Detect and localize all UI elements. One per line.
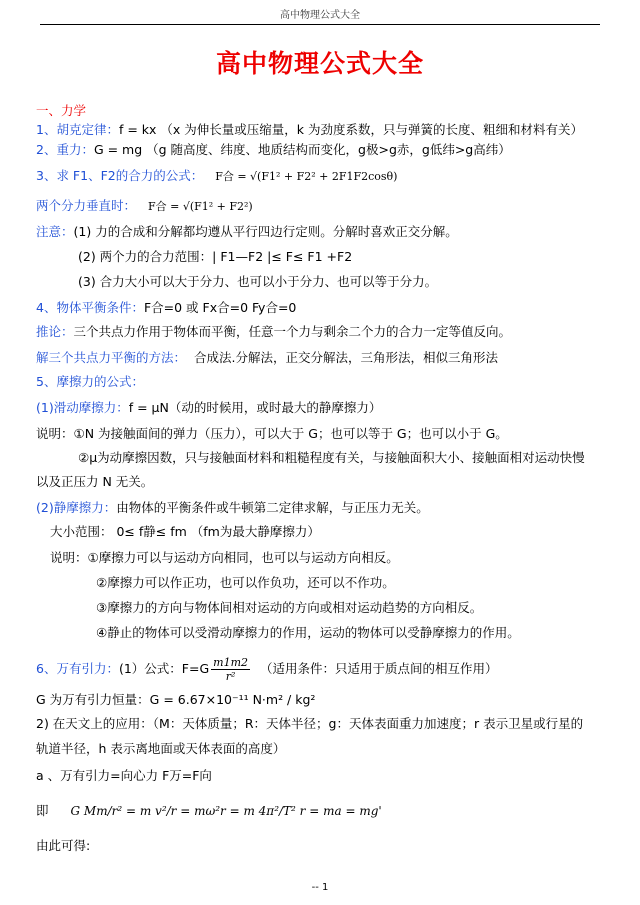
line-kinetic-friction bbox=[36, 400, 381, 416]
line-static-note3: ③摩擦力的方向与物体间相对运动的方向或相对运动趋势的方向相反。 bbox=[96, 600, 483, 615]
static-label: (2)静摩擦力： bbox=[36, 500, 117, 515]
line-centripetal: a 、万有引力=向心力 F万=F向 bbox=[36, 768, 212, 783]
section-heading-mechanics: 一、力学 bbox=[36, 103, 87, 118]
line-explain1: 说明：①N 为接触面间的弹力（压力），可以大于 G；也可以等于 G；也可以小于 G。 bbox=[36, 426, 508, 441]
gravitation-condition: （适用条件：只适用于质点间的相互作用） bbox=[260, 661, 498, 676]
corollary-label: 推论： bbox=[36, 324, 74, 339]
equation-formula: G Mm/r² = m v²/r = mω²r = m 4π²/T² r = ma = mg' bbox=[70, 804, 382, 818]
fraction-numerator: m1m2 bbox=[213, 656, 249, 669]
static-text: 由物体的平衡条件或牛顿第二定律求解，与正压力无关。 bbox=[116, 500, 429, 515]
kinetic-text: f = μN（动的时候用，或时最大的静摩擦力） bbox=[128, 400, 382, 415]
running-header: 高中物理公式大全 bbox=[280, 10, 360, 21]
line-note2: (2) 两个力的合力范围：| F1—F2 |≤ F≤ F1 +F2 bbox=[78, 249, 353, 264]
line-gravity bbox=[36, 142, 511, 158]
line-perpendicular bbox=[36, 198, 253, 215]
header-rule bbox=[40, 24, 600, 25]
line-therefore: 由此可得: bbox=[36, 838, 91, 853]
line-static-note4: ④静止的物体可以受滑动摩擦力的作用，运动的物体可以受静摩擦力的作用。 bbox=[96, 625, 520, 640]
page-title: 高中物理公式大全 bbox=[215, 49, 424, 78]
line-methods bbox=[36, 350, 498, 366]
line-static-note1: 说明：①摩擦力可以与运动方向相同，也可以与运动方向相反。 bbox=[50, 550, 399, 565]
line-resultant bbox=[36, 168, 397, 185]
line-gravitation bbox=[36, 656, 498, 683]
line-hooke bbox=[36, 122, 583, 138]
resultant-formula: F合 = √(F1² + F2² + 2F1F2cosθ) bbox=[215, 170, 398, 183]
line-friction-heading: 5、摩擦力的公式： bbox=[36, 374, 144, 389]
note-label: 注意： bbox=[36, 224, 74, 239]
line-gravitational-constant: G 为万有引力恒量：G = 6.67×10⁻¹¹ N·m² / kg² bbox=[36, 692, 316, 707]
resultant-label: 3、求 F1、F2的合力的公式： bbox=[36, 168, 204, 183]
gravitation-formula-prefix: (1）公式：F=G bbox=[118, 661, 210, 676]
line-equation bbox=[36, 803, 382, 819]
line-range: 大小范围： 0≤ f静≤ fm （fm为最大静摩擦力） bbox=[50, 524, 320, 539]
line-note1 bbox=[36, 224, 458, 240]
methods-label: 解三个共点力平衡的方法： bbox=[36, 350, 187, 365]
gravity-label: 2、重力： bbox=[36, 142, 94, 157]
corollary-text: 三个共点力作用于物体而平衡，任意一个力与剩余二个力的合力一定等值反向。 bbox=[73, 324, 512, 339]
perpendicular-formula: F合 = √(F1² + F2²) bbox=[148, 200, 253, 213]
equilibrium-text: F合=0 或 Fx合=0 Fy合=0 bbox=[143, 300, 297, 315]
equation-label: 即 bbox=[36, 803, 49, 818]
line-static-friction bbox=[36, 500, 429, 516]
note1-text: (1) 力的合成和分解都均遵从平行四边行定则。分解时喜欢正交分解。 bbox=[73, 224, 458, 239]
line-explain3: 以及正压力 N 无关。 bbox=[36, 474, 154, 489]
line-astronomy2: 轨道半径，h 表示离地面或天体表面的高度） bbox=[36, 741, 286, 756]
line-static-note2: ②摩擦力可以作正功，也可以作负功，还可以不作功。 bbox=[96, 575, 395, 590]
gravitation-fraction bbox=[211, 656, 250, 683]
line-note3: (3) 合力大小可以大于分力、也可以小于分力、也可以等于分力。 bbox=[78, 274, 438, 289]
hooke-text: f = kx （x 为伸长量或压缩量，k 为劲度系数，只与弹簧的长度、粗细和材料有关） bbox=[118, 122, 583, 137]
methods-text: 合成法.分解法，正交分解法，三角形法，相似三角形法 bbox=[194, 350, 498, 365]
perpendicular-label: 两个分力垂直时： bbox=[36, 198, 137, 213]
gravity-text: G = mg （g 随高度、纬度、地质结构而变化，g极>g赤，g低纬>g高纬） bbox=[93, 142, 511, 157]
line-corollary bbox=[36, 324, 511, 340]
fraction-denominator: r² bbox=[225, 670, 236, 683]
kinetic-label: (1)滑动摩擦力： bbox=[36, 400, 129, 415]
gravitation-label: 6、万有引力： bbox=[36, 661, 119, 676]
line-equilibrium bbox=[36, 300, 296, 316]
page-number: -- 1 bbox=[311, 882, 329, 893]
hooke-label: 1、胡克定律： bbox=[36, 122, 119, 137]
line-astronomy1: 2) 在天文上的应用：（M：天体质量；R：天体半径；g：天体表面重力加速度；r 表示卫星或行星的 bbox=[36, 716, 584, 731]
equilibrium-label: 4、物体平衡条件： bbox=[36, 300, 144, 315]
line-explain2: ②μ为动摩擦因数，只与接触面材料和粗糙程度有关，与接触面积大小、接触面相对运动快慢 bbox=[78, 450, 585, 465]
